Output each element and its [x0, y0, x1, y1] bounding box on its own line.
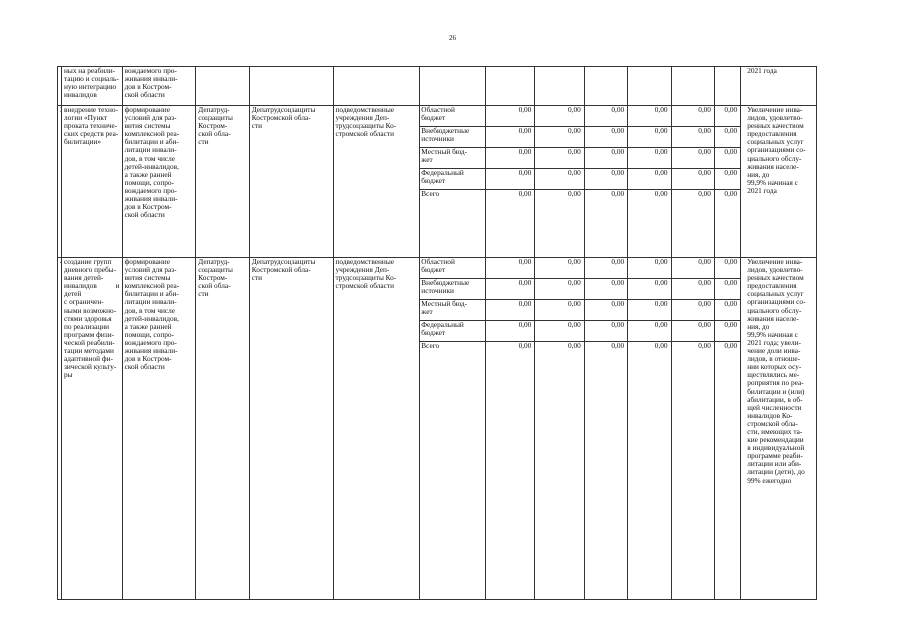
amount-value: 0,00	[535, 169, 583, 190]
amount-value: 0,00	[486, 300, 534, 321]
cell-coexecutor: Депатрудсоцзащиты Костромской обла- сти	[249, 106, 333, 258]
page-number: 26	[449, 34, 456, 42]
amount-value: 0,00	[585, 279, 627, 300]
amount-value: 0,00	[535, 258, 583, 279]
amount-value: 0,00	[611, 341, 625, 350]
funding-source-label: Всего	[421, 189, 440, 198]
amount-value: 0,00	[585, 148, 627, 169]
cell-result: Увеличение инва- лидов, удовлетво- ренных качеством предоставления социальных услуг организациями со- циального обслу- живания населе- ния, до 99,9% начиная с 2021 года; увели- чение доли инва- лидов, в отноше- нии которых осу- ществлялись ме- роприятия по реа- билитации и (или) абилитации, в об- щей численности инвалидов Ко- стромской обла- сти, имеющих та- кие рекомендации в индивидуальной программе реаби- литации или аби- литации (дети), до 99% ежегодно	[741, 258, 817, 600]
cell-value	[485, 67, 534, 106]
funding-source-label: Областной бюджет	[420, 106, 485, 127]
cell-year-values	[584, 258, 627, 600]
amount-value: 0,00	[518, 189, 532, 198]
funding-source-label: Областной бюджет	[420, 258, 485, 279]
amount-value: 0,00	[628, 169, 670, 190]
amount-value: 0,00	[585, 127, 627, 148]
amount-value: 0,00	[715, 279, 740, 300]
funding-source-label: Местный бюд- жет	[420, 148, 485, 169]
cell-year-values	[485, 258, 534, 600]
cell-year-values	[628, 258, 671, 600]
amount-value: 0,00	[535, 279, 583, 300]
amount-value: 0,00	[486, 127, 534, 148]
cell-executor: Депатруд- соцзащиты Костром- ской обла- сти	[196, 106, 249, 258]
cell-value	[628, 67, 671, 106]
cell-value	[584, 67, 627, 106]
amount-value: 0,00	[724, 189, 738, 198]
cell-executor	[196, 67, 249, 106]
amount-value: 0,00	[698, 341, 711, 350]
amount-value: 0,00	[672, 258, 714, 279]
amount-value: 0,00	[585, 258, 627, 279]
cell-year-values	[671, 258, 714, 600]
amount-value: 0,00	[535, 106, 583, 127]
amount-value: 0,00	[486, 169, 534, 190]
cell-activity-name: создание групп дневного пребы- вания детей- инвалидов и детей с ограничен- ными возможно- стями здоровья по реализации программ физи- ческой реабили- тации методами адаптивной фи- зической культу- ры	[62, 258, 123, 600]
cell-activity-name: внедрение техно- логии «Пункт проката техниче- ских средств реа- билитации»	[62, 106, 123, 258]
amount-value: 0,00	[585, 106, 627, 127]
amount-value: 0,00	[518, 341, 532, 350]
funding-source-label: Местный бюд- жет	[420, 300, 485, 321]
funding-source-label: Внебюджетные источники	[420, 279, 485, 300]
cell-year-values	[671, 106, 714, 258]
amount-value: 0,00	[672, 279, 714, 300]
amount-value: 0,00	[672, 300, 714, 321]
table-row	[58, 106, 817, 258]
amount-value: 0,00	[715, 169, 740, 190]
amount-value: 0,00	[672, 127, 714, 148]
amount-value: 0,00	[585, 300, 627, 321]
cell-value	[671, 67, 714, 106]
cell-value	[535, 67, 584, 106]
amount-value: 0,00	[568, 341, 581, 350]
amount-value: 0,00	[628, 258, 670, 279]
amount-value: 0,00	[486, 279, 534, 300]
amount-value: 0,00	[486, 258, 534, 279]
table-row-continuation	[58, 67, 817, 106]
amount-value: 0,00	[715, 258, 740, 279]
amount-value: 0,00	[715, 300, 740, 321]
cell-participants: подведомственные учреждения Деп- трудсоцзащиты Ко- стромской области	[333, 106, 420, 258]
amount-value: 0,00	[654, 189, 668, 198]
amount-value: 0,00	[611, 189, 625, 198]
amount-value: 0,00	[672, 148, 714, 169]
amount-value: 0,00	[715, 148, 740, 169]
amount-value: 0,00	[628, 127, 670, 148]
cell-year-values	[485, 106, 534, 258]
amount-value: 0,00	[535, 127, 583, 148]
amount-value: 0,00	[715, 127, 740, 148]
cell-year-values	[535, 258, 584, 600]
amount-value: 0,00	[654, 341, 668, 350]
cell-coexecutor	[249, 67, 333, 106]
amount-value: 0,00	[724, 341, 738, 350]
cell-coexecutor: Депатрудсоцзащиты Костромской обла- сти	[249, 258, 333, 600]
cell-year-values	[714, 106, 740, 258]
amount-value: 0,00	[628, 279, 670, 300]
cell-year-values	[584, 106, 627, 258]
program-activities-table	[57, 66, 817, 600]
amount-value: 0,00	[715, 321, 740, 342]
cell-activity-content: формирование условий для раз- вития системы комплексной реа- билитации и аби- литации инвали- дов, в том числе детей-инвалидов, а также ранней помощи, сопро- вождаемого про- живания инвали- дов в Костром- ской области	[122, 258, 196, 600]
amount-value: 0,00	[585, 321, 627, 342]
amount-value: 0,00	[535, 321, 583, 342]
amount-value: 0,00	[628, 148, 670, 169]
amount-value: 0,00	[628, 321, 670, 342]
amount-value: 0,00	[672, 321, 714, 342]
amount-value: 0,00	[628, 106, 670, 127]
amount-value: 0,00	[535, 148, 583, 169]
amount-value: 0,00	[535, 300, 583, 321]
cell-year-values	[628, 106, 671, 258]
cell-source	[420, 67, 486, 106]
cell-activity-content: формирование условий для раз- вития системы комплексной реа- билитации и аби- литации инвали- дов, в том числе детей-инвалидов, а также ранней помощи, сопро- вождаемого про- живания инвали- дов в Костром- ской области	[122, 106, 196, 258]
amount-value: 0,00	[486, 148, 534, 169]
cell-activity-content: вождаемого про- живания инвали- дов в Костром- ской области	[122, 67, 196, 106]
amount-value: 0,00	[568, 189, 581, 198]
amount-value: 0,00	[486, 321, 534, 342]
table-row	[58, 258, 817, 600]
cell-value	[714, 67, 740, 106]
amount-value: 0,00	[698, 189, 711, 198]
amount-value: 0,00	[715, 106, 740, 127]
cell-year-values	[714, 258, 740, 600]
funding-source-label: Внебюджетные источники	[420, 127, 485, 148]
amount-value: 0,00	[585, 169, 627, 190]
funding-source-label: Федеральный бюджет	[420, 169, 485, 190]
funding-source-label: Всего	[421, 341, 440, 350]
cell-participants: подведомственные учреждения Деп- трудсоцзащиты Ко- стромской области	[333, 258, 420, 600]
amount-value: 0,00	[672, 106, 714, 127]
cell-funding-sources	[420, 106, 486, 258]
cell-result: Увеличение инва- лидов, удовлетво- ренных качеством предоставления социальных услуг организациями со- циального обслу- живания населе- ния, до 99,9% начиная с 2021 года	[741, 106, 817, 258]
cell-funding-sources	[420, 258, 486, 600]
cell-participants	[333, 67, 420, 106]
funding-source-label: Федеральный бюджет	[420, 321, 485, 342]
cell-year-values	[535, 106, 584, 258]
cell-result: 2021 года	[741, 67, 817, 106]
cell-activity-name: ных на реабили- тацию и социаль- ную интеграцию инвалидов	[62, 67, 123, 106]
amount-value: 0,00	[486, 106, 534, 127]
cell-executor: Депатруд- соцзащиты Костром- ской обла- сти	[196, 258, 249, 600]
amount-value: 0,00	[672, 169, 714, 190]
amount-value: 0,00	[628, 300, 670, 321]
